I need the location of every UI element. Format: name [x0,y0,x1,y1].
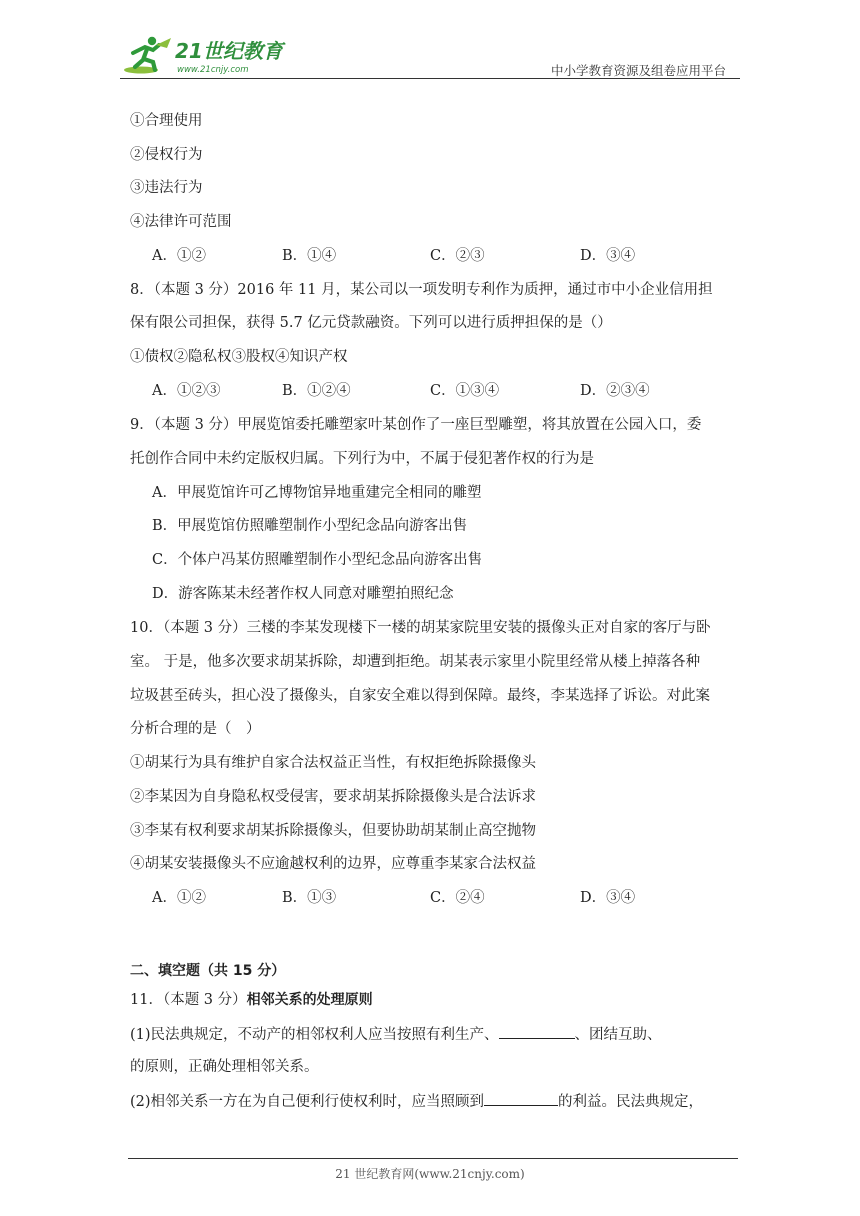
fill-blank-1[interactable] [499,1024,575,1039]
q7-option-d: D．③④ [580,248,636,264]
q10-statement-1: ①胡某行为具有维护自家合法权益正当性，有权拒绝拆除摄像头 [130,755,536,771]
q9-option-a: A．甲展览馆许可乙博物馆异地重建完全相同的雕塑 [152,485,482,501]
q10-stem-line2: 室。 于是，他多次要求胡某拆除，却遭到拒绝。胡某表示家里小院里经常从楼上掉落各种 [130,654,701,670]
q8-stem-line2: 保有限公司担保，获得 5.7 亿元贷款融资。下列可以进行质押担保的是（） [130,315,612,331]
q11-part2-text-b: 的利益。民法典规定， [558,1094,704,1110]
statement-2: ②侵权行为 [130,147,203,163]
q8-option-b: B．①②④ [282,383,351,399]
q11-title: 相邻关系的处理原则 [246,992,373,1008]
q11-part2-text-a: (2)相邻关系一方在为自己便利行使权利时，应当照顾到 [130,1094,485,1110]
q10-option-c: C．②④ [430,890,485,906]
q8-option-c: C．①③④ [430,383,500,399]
q11-part1-text-b: 、团结互助、 [574,1027,662,1043]
logo-21cnjy [123,34,298,76]
q9-option-d: D．游客陈某未经著作权人同意对雕塑拍照纪念 [152,586,454,602]
q8-option-a: A．①②③ [152,383,221,399]
q8-stem-line1: 8．（本题 3 分）2016 年 11 月，某公司以一项发明专利作为质押，通过市中小企业信用担 [130,282,713,298]
statement-1: ①合理使用 [130,113,203,129]
statement-3: ③违法行为 [130,180,203,196]
q9-option-c: C．个体户冯某仿照雕塑制作小型纪念品向游客出售 [152,552,483,568]
q11-part2-line1 [130,1091,703,1112]
logo-wordmark: 21世纪教育 [175,39,283,63]
q9-stem-line1: 9．（本题 3 分）甲展览馆委托雕塑家叶某创作了一座巨型雕塑，将其放置在公园入口，委 [130,417,702,433]
q9-option-b: B．甲展览馆仿照雕塑制作小型纪念品向游客出售 [152,518,468,534]
statement-4: ④法律许可范围 [130,214,232,230]
q11-prefix: 11．（本题 3 分） [130,992,247,1008]
q10-stem-line3: 垃圾甚至砖头，担心没了摄像头，自家安全难以得到保障。最终，李某选择了诉讼。对此案 [130,688,710,704]
q8-option-d: D．②③④ [580,383,650,399]
q10-stem-line1: 10．（本题 3 分）三楼的李某发现楼下一楼的胡某家院里安装的摄像头正对自家的客厅与卧 [130,620,711,636]
q10-statement-4: ④胡某安装摄像头不应逾越权利的边界，应尊重李某家合法权益 [130,856,536,872]
q7-option-a: A．①② [152,248,206,264]
q7-option-c: C．②③ [430,248,485,264]
q11-part1-text-a: (1)民法典规定，不动产的相邻权利人应当按照有利生产、 [130,1027,499,1043]
q10-stem-line4: 分析合理的是（ ） [130,721,261,737]
header-platform-text: 中小学教育资源及组卷应用平台 [550,63,726,78]
q11-part1-line1 [130,1024,662,1045]
fill-blank-2[interactable] [484,1091,558,1106]
logo-url: www.21cnjy.com [177,65,249,75]
q9-stem-line2: 托创作合同中未约定版权归属。下列行为中，不属于侵犯著作权的行为是 [130,451,594,467]
header-divider [120,78,740,79]
q10-option-a: A．①② [152,890,206,906]
q11-heading [130,990,373,1010]
section-heading: 二、填空题（共 15 分） [130,963,286,979]
q10-option-b: B．①③ [282,890,337,906]
page-footer: 21 世纪教育网(www.21cnjy.com) [335,1167,525,1181]
footer-divider [128,1158,738,1159]
q10-statement-3: ③李某有权利要求胡某拆除摄像头，但要协助胡某制止高空抛物 [130,823,536,839]
q8-statements: ①债权②隐私权③股权④知识产权 [130,349,348,365]
runner-icon [124,37,171,74]
q10-statement-2: ②李某因为自身隐私权受侵害，要求胡某拆除摄像头是合法诉求 [130,789,536,805]
q10-option-d: D．③④ [580,890,636,906]
q7-option-b: B．①④ [282,248,337,264]
q11-part1-line2: 的原则，正确处理相邻关系。 [130,1059,319,1075]
page-header [120,34,740,79]
